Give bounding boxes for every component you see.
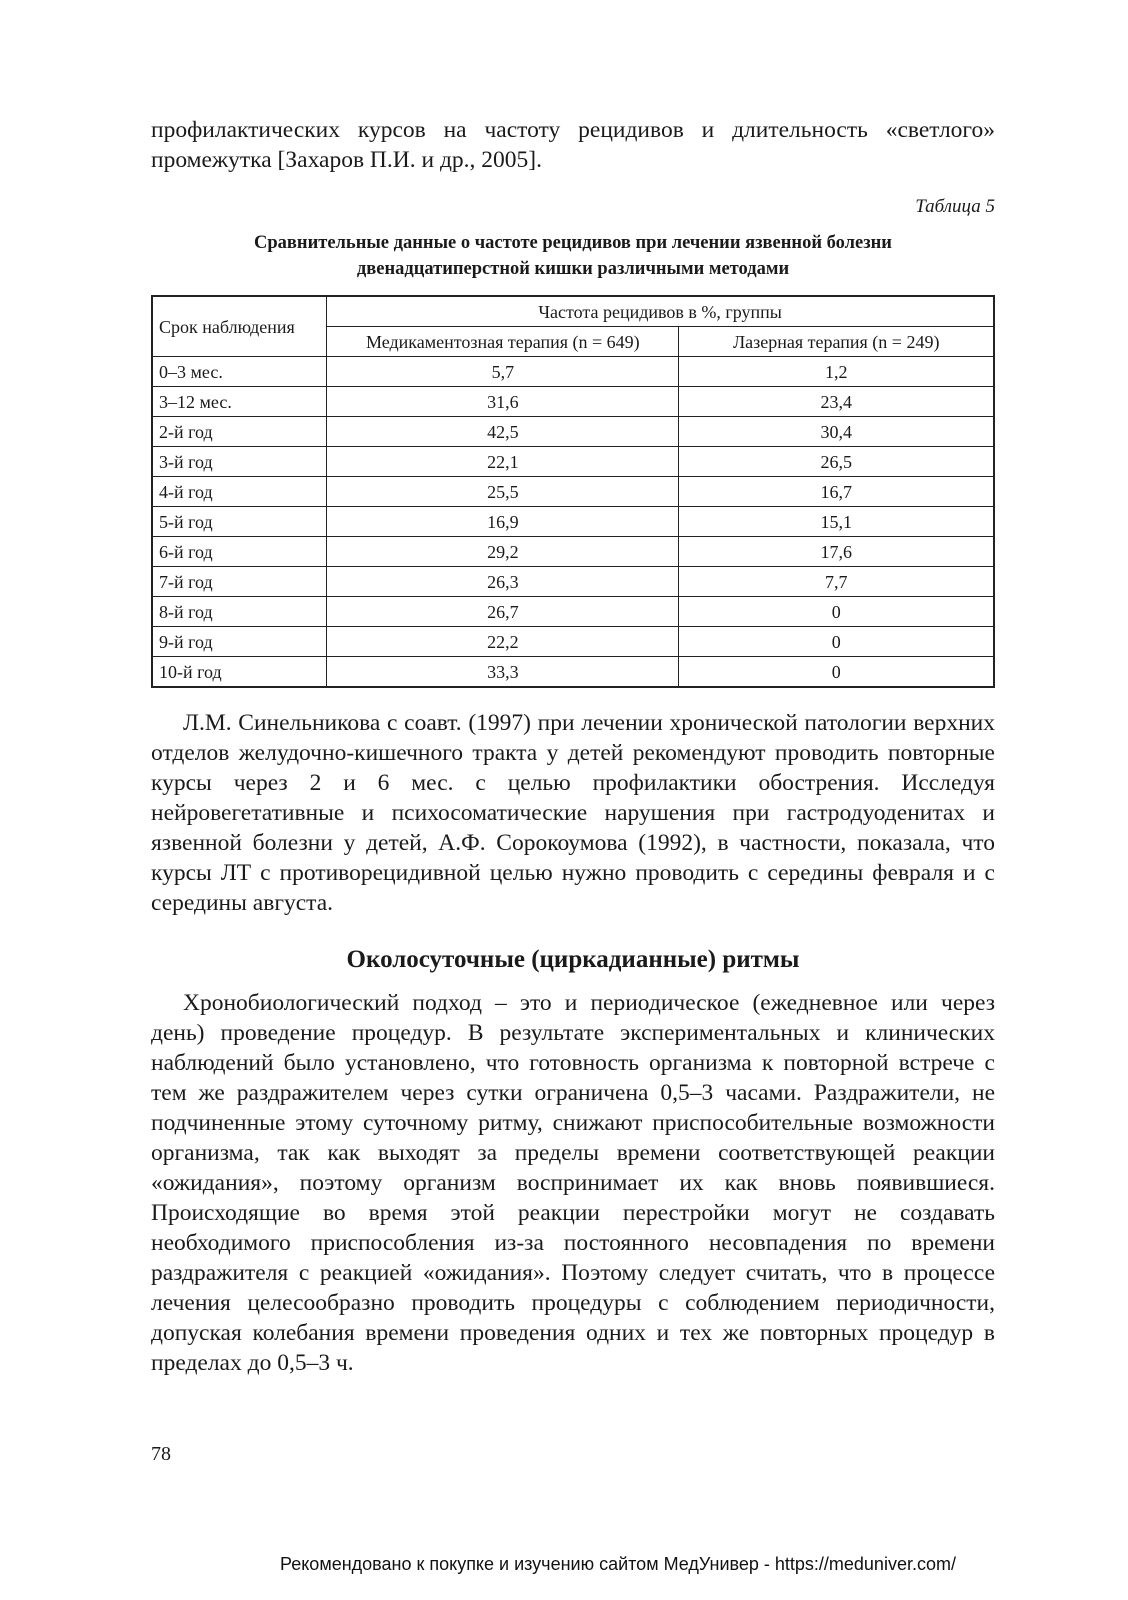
header-group: Частота рецидивов в %, группы <box>327 296 994 327</box>
cell-laser: 0 <box>679 597 994 627</box>
cell-laser: 23,4 <box>679 387 994 417</box>
term: 2-й год <box>152 417 327 447</box>
table-row <box>152 627 994 657</box>
cell-medication: 26,7 <box>327 597 679 627</box>
cell-laser: 30,4 <box>679 417 994 447</box>
term: 8-й год <box>152 597 327 627</box>
table-label: Таблица 5 <box>915 196 995 217</box>
header-medication: Медикаментозная терапия (n = 649) <box>327 327 679 357</box>
table-body <box>152 357 994 688</box>
cell-medication: 31,6 <box>327 387 679 417</box>
term: 3–12 мес. <box>152 387 327 417</box>
table-row <box>152 537 994 567</box>
header-term: Срок наблюдения <box>152 296 327 357</box>
term: 6-й год <box>152 537 327 567</box>
cell-laser: 0 <box>679 657 994 688</box>
paragraph-chronobiology: Хронобиологический подход – это и периодическое (ежедневное или через день) проведение процедур. В результате экспериментальных и клинических наблюдений было установлено, что готовность организма к повторной встрече с тем же раздражителем через сутки ограничена 0,5–3 часами. Раздражители, не подчиненные этому суточному ритму, снижают приспособительные возможности организма, так как выходят за пределы времени соответствующей реакции «ожидания», поэтому организм воспринимает их как вновь появившиеся. Происходящие во время этой реакции перестройки могут не создавать необходимого приспособления из-за постоянного несовпадения по времени раздражителя с реакцией «ожидания». Поэтому следует считать, что в процессе лечения целесообразно проводить процедуры с соблюдением периодичности, допуская колебания времени проведения одних и тех же повторных процедур в пределах до 0,5–3 ч. <box>151 990 995 1376</box>
term: 4-й год <box>152 477 327 507</box>
table-row <box>152 567 994 597</box>
table-title-line-1: Сравнительные данные о частоте рецидивов при лечении язвенной болезни <box>254 233 892 253</box>
term: 0–3 мес. <box>152 357 327 387</box>
footer-link[interactable]: Рекомендовано к покупке и изучению сайтом МедУнивер - https://meduniver.com/ <box>280 1554 956 1574</box>
cell-medication: 22,1 <box>327 447 679 477</box>
table-row <box>152 417 994 447</box>
paragraph-intro: профилактических курсов на частоту рецидивов и длительность «светлого» промежутка [Захаров П.И. и др., 2005]. <box>151 117 995 173</box>
cell-laser: 17,6 <box>679 537 994 567</box>
relapse-table <box>151 295 995 688</box>
term: 9-й год <box>152 627 327 657</box>
table-row <box>152 447 994 477</box>
table-row <box>152 597 994 627</box>
page-number: 78 <box>151 1443 171 1465</box>
cell-laser: 15,1 <box>679 507 994 537</box>
cell-medication: 22,2 <box>327 627 679 657</box>
section-heading: Околосуточные (циркадианные) ритмы <box>346 946 800 973</box>
cell-laser: 0 <box>679 627 994 657</box>
cell-medication: 42,5 <box>327 417 679 447</box>
table-title-line-2: двенадцатиперстной кишки различными методами <box>356 259 790 279</box>
term: 10-й год <box>152 657 327 688</box>
cell-medication: 26,3 <box>327 567 679 597</box>
table-row <box>152 357 994 387</box>
cell-laser: 7,7 <box>679 567 994 597</box>
cell-laser: 16,7 <box>679 477 994 507</box>
header-laser: Лазерная терапия (n = 249) <box>679 327 994 357</box>
cell-medication: 33,3 <box>327 657 679 688</box>
table-row <box>152 477 994 507</box>
table-row <box>152 507 994 537</box>
table-header-row <box>152 296 994 327</box>
cell-medication: 5,7 <box>327 357 679 387</box>
table-row <box>152 387 994 417</box>
cell-medication: 29,2 <box>327 537 679 567</box>
cell-laser: 1,2 <box>679 357 994 387</box>
cell-medication: 16,9 <box>327 507 679 537</box>
term: 5-й год <box>152 507 327 537</box>
cell-medication: 25,5 <box>327 477 679 507</box>
term: 3-й год <box>152 447 327 477</box>
cell-laser: 26,5 <box>679 447 994 477</box>
table-title <box>151 230 995 282</box>
table-row <box>152 657 994 688</box>
paragraph-sinelnikova: Л.М. Синельникова с соавт. (1997) при лечении хронической патологии верхних отделов желудочно-кишечного тракта у детей рекомендуют проводить повторные курсы через 2 и 6 мес. с целью профилактики обострения. Исследуя нейровегетативные и психосоматические нарушения при гастродуоденитах и язвенной болезни у детей, А.Ф. Сорокоумова (1992), в частности, показала, что курсы ЛТ с противорецидивной целью нужно проводить с середины февраля и с середины августа. <box>151 710 995 916</box>
term: 7-й год <box>152 567 327 597</box>
